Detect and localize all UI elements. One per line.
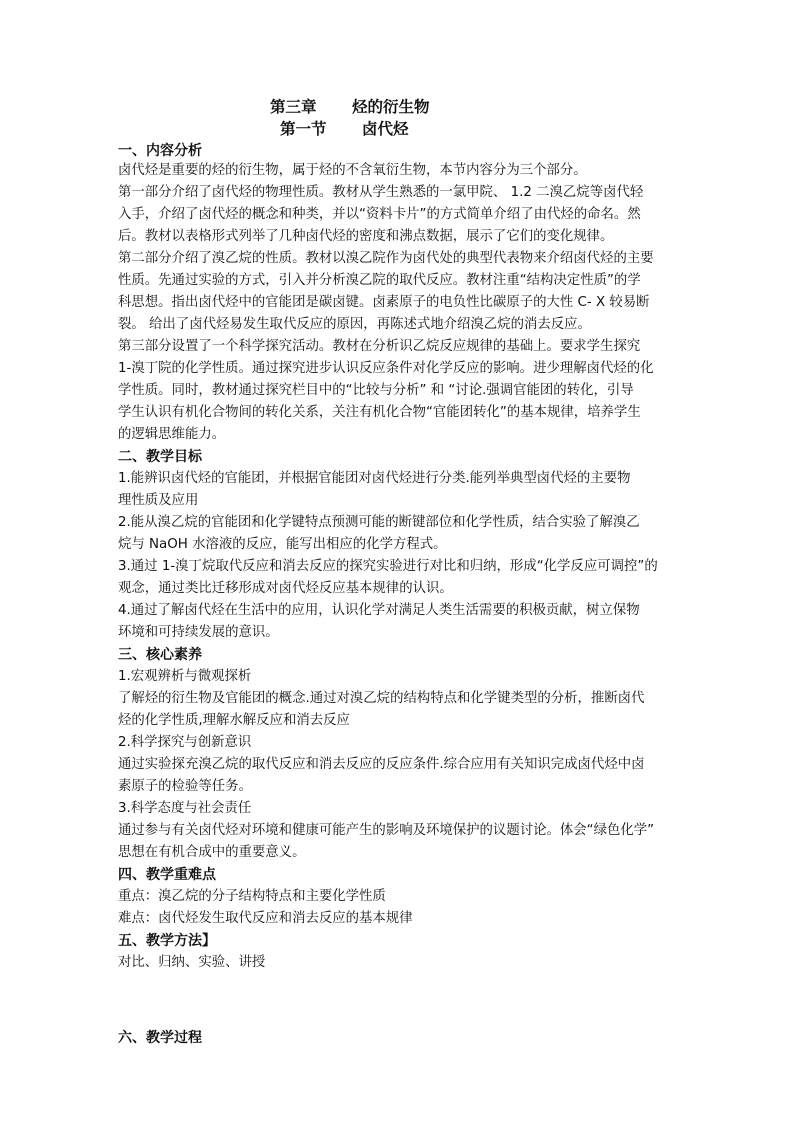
paragraph-line: 科思想。指出卤代烃中的官能团是碳卤键。卤素原子的电负性比碳原子的大性 C- X 较易断: [118, 295, 650, 310]
literacy-line: 通过参与有关卤代烃对环境和健康可能产生的影响及环境保护的议题讨论。体会“绿色化学”: [118, 823, 655, 838]
objective-line: 4.通过了解卤代烃在生活中的应用，认识化学对满足人类生活需要的积极贡献，树立保物: [118, 603, 640, 618]
literacy-line: 2.科学探究与创新意识: [118, 735, 252, 750]
literacy-line: 烃的化学性质,理解水解反应和消去反应: [118, 713, 350, 728]
literacy-line: 了解烃的衍生物及官能团的概念.通过对溴乙烷的结构特点和化学键类型的分析，推断卤代: [118, 691, 645, 706]
objective-line: 理性质及应用: [118, 493, 199, 508]
paragraph-line: 第二部分介绍了溴乙烷的性质。教材以溴乙院作为卤代处的典型代表物来介绍卤代烃的主要: [118, 251, 654, 266]
heading-teaching-objectives: 二、教学目标: [118, 449, 202, 465]
heading-key-difficult-points: 四、教学重难点: [118, 867, 216, 883]
heading-content-analysis: 一、内容分析: [118, 143, 202, 159]
literacy-line: 1.宏观辨析与微观探析: [118, 669, 252, 684]
paragraph-line: 卤代烃是重要的烃的衍生物，属于烃的不含氧衍生物，本节内容分为三个部分。: [118, 163, 587, 178]
literacy-line: 思想在有机合成中的重要意义。: [118, 845, 306, 860]
literacy-line: 通过实验探充溴乙烷的取代反应和消去反应的反应条件.综合应用有关知识完成卤代烃中卤: [118, 757, 645, 772]
objective-line: 观念，通过类比迁移形成对卤代烃反应基本规律的认识。: [118, 581, 453, 596]
paragraph-line: 1-溴丁院的化学性质。通过探究进步认识反应条件对化学反应的影响。进少理解卤代烃的化: [118, 361, 654, 376]
heading-core-literacy: 三、核心素养: [118, 647, 202, 663]
paragraph-line: 的逻辑思维能力。: [118, 427, 226, 442]
heading-teaching-methods: 五、教学方法】: [118, 933, 216, 949]
paragraph-line: 后。教材以表格形式列举了几种卤代烃的密度和沸点数据，展示了它们的变化规律。: [118, 229, 614, 244]
key-point-line: 重点：溴乙烷的分子结构特点和主要化学性质: [118, 889, 386, 904]
section-title: 卤代烃: [362, 120, 409, 138]
objective-line: 环境和可持续发展的意识。: [118, 625, 279, 640]
chapter-number: 第三章: [270, 98, 317, 116]
objective-line: 3.通过 1-溴丁烷取代反应和消去反应的探究实验进行对比和归纳，形成“化学反应可调控”的: [118, 559, 658, 574]
literacy-line: 素原子的检验等任务。: [118, 779, 252, 794]
paragraph-line: 学性质。同时，教材通过探究栏目中的“比较与分析” 和 “讨论.强调官能团的转化，引导: [118, 383, 634, 398]
section-number: 第一节: [280, 120, 327, 138]
objective-line: 烷与 NaOH 水溶液的反应，能写出相应的化学方程式。: [118, 537, 447, 552]
chapter-title: 烃的衍生物: [352, 98, 430, 116]
paragraph-line: 性质。先通过实验的方式，引入并分析溴乙院的取代反应。教材注重“结构决定性质”的学: [118, 273, 641, 288]
paragraph-line: 第三部分设置了一个科学探究活动。教材在分析识乙烷反应规律的基础上。要求学生探究: [118, 339, 641, 354]
paragraph-line: 入手，介绍了卤代烃的概念和种类，并以“资料卡片”的方式简单介绍了由代烃的命名。然: [118, 207, 641, 222]
literacy-line: 3.科学态度与社会责任: [118, 801, 252, 816]
objective-line: 2.能从溴乙烷的官能团和化学键特点预测可能的断键部位和化学性质，结合实验了解溴乙: [118, 515, 640, 530]
methods-line: 对比、归纳、实验、讲授: [118, 955, 266, 970]
objective-line: 1.能辨识卤代烃的官能团，并根据官能团对卤代烃进行分类.能列举典型卤代烃的主要物: [118, 471, 631, 486]
heading-teaching-process: 六、教学过程: [118, 1030, 202, 1046]
paragraph-line: 学生认识有机化合物间的转化关系，关注有机化合物“官能团转化”的基本规律，培养学生: [118, 405, 641, 420]
paragraph-line: 裂。 给出了卤代烃易发生取代反应的原因，再陈述式地介绍溴乙烷的消去反应。: [118, 317, 591, 332]
difficult-point-line: 难点：卤代烃发生取代反应和消去反应的基本规律: [118, 911, 413, 926]
paragraph-line: 第一部分介绍了卤代烃的物理性质。教材从学生熟悉的一氯甲院、 1.2 二溴乙烷等卤代轻: [118, 185, 644, 200]
